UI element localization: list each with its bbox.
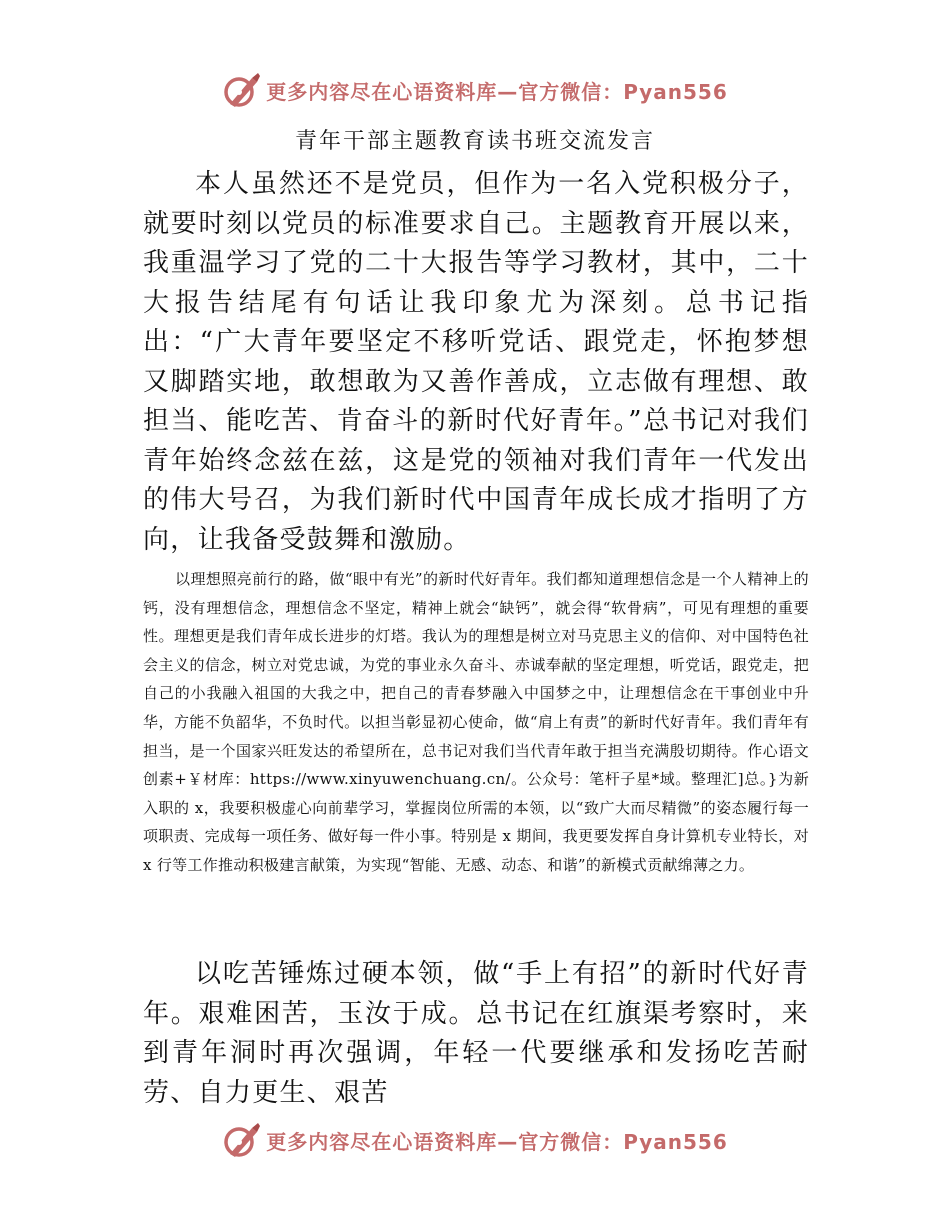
- header-watermark: [0, 68, 950, 112]
- paragraph-intro: 本人虽然还不是党员，但作为一名入党积极分子，就要时刻以党员的标准要求自己。主题教育开展以来，我重温学习了党的二十大报告等学习教材，其中，二十大报告结尾有句话让我印象尤为深刻。总书记指出：“广大青年要坚定不移听党话、跟党走，怀抱梦想又脚踏实地，敢想敢为又善作善成，立志做有理想、敢担当、能吃苦、肯奋斗的新时代好青年。”总书记对我们青年始终念兹在兹，这是党的领袖对我们青年一代发出的伟大号召，为我们新时代中国青年成长成才指明了方向，让我备受鼓舞和激励。: [143, 169, 809, 555]
- watermark-text: 更多内容尽在心语资料库—官方微信：Pyan556: [266, 1129, 728, 1154]
- watermark-text: 更多内容尽在心语资料库—官方微信：Pyan556: [266, 79, 728, 104]
- fountain-pen-logo-icon: [222, 70, 262, 110]
- footer-watermark: [0, 1118, 950, 1162]
- paragraph-ideals: 以理想照亮前行的路，做“眼中有光”的新时代好青年。我们都知道理想信念是一个人精神上的钙，没有理想信念，理想信念不坚定，精神上就会“缺钙”，就会得“软骨病”，可见有理想的重要性。理想更是我们青年成长进步的灯塔。我认为的理想是树立对马克思主义的信仰、对中国特色社会主义的信念，树立对党忠诚，为党的事业永久奋斗、赤诚奉献的坚定理想，听党话，跟党走，把自己的小我融入祖国的大我之中，把自己的青春梦融入中国梦之中，让理想信念在干事创业中升华，方能不负韶华，不负时代。以担当彰显初心使命，做“肩上有责”的新时代好青年。我们青年有担当，是一个国家兴旺发达的希望所在，总书记对我们当代青年敢于担当充满殷切期待。作心语文创素+￥材库：https://www.xinyuwenchuang.cn/。公众号：笔杆子星*域。整理汇]总。}为新入职的 x，我要积极虚心向前辈学习，掌握岗位所需的本领，以“致广大而尽精微”的姿态履行每一项职责、完成每一项任务、做好每一件小事。特别是 x 期间，我更要发挥自身计算机专业特长，对 x 行等工作推动积极建言献策，为实现“智能、无感、动态、和谐”的新模式贡献绵薄之力。: [143, 570, 809, 874]
- fountain-pen-logo-icon: [222, 1120, 262, 1160]
- paragraph-hardship: 以吃苦锤炼过硬本领，做“手上有招”的新时代好青年。艰难困苦，玉汝于成。总书记在红旗渠考察时，来到青年洞时再次强调，年轻一代要继承和发扬吃苦耐劳、自力更生、艰苦: [143, 959, 809, 1108]
- document-title: 青年干部主题教育读书班交流发言: [294, 129, 655, 154]
